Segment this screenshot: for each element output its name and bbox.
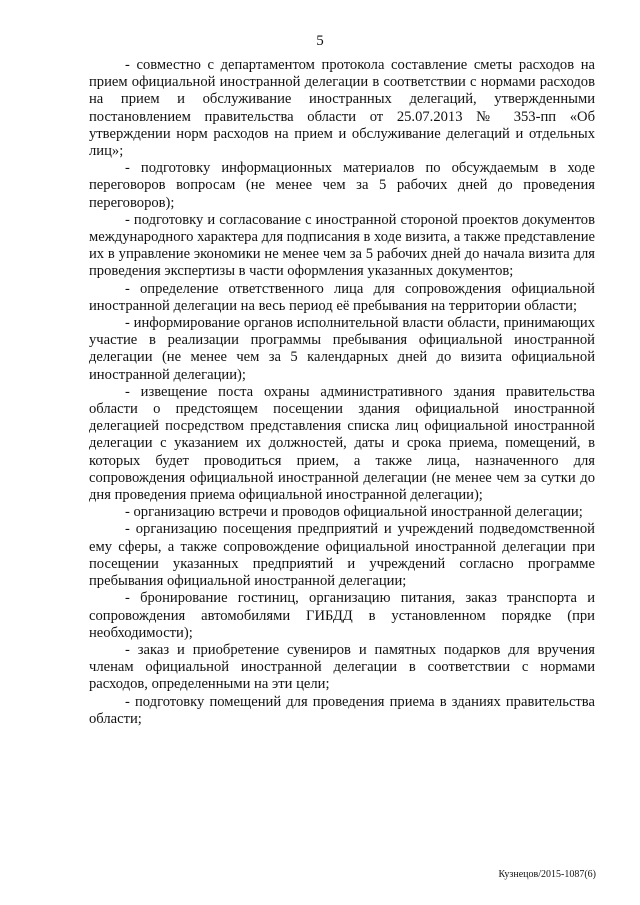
paragraph-smeta: - совместно с департаментом протокола составление сметы расходов на прием официальной иностранной делегации в соответствии с нормами расходов на прием и обслуживание иностранных делегаций, утвержденными постановлением правительства области от 25.07.2013 № 353-пп «Об утверждении норм расходов на прием и обслуживание делегаций и отдельных лиц»; — [89, 57, 595, 160]
paragraph-info-materials: - подготовку информационных материалов по обсуждаемым в ходе переговоров вопросам (не менее чем за 5 рабочих дней до проведения переговоров); — [89, 160, 595, 211]
paragraph-security-notice: - извещение поста охраны административного здания правительства области о предстоящем посещении здания официальной иностранной делегацией посредством представления списка лиц официальной иностранной делегации с указанием их должностей, даты и срока приема, помещений, в которых будет проводиться прием, а также лица, назначенного для сопровождения официальной иностранной делегации (не менее чем за сутки до дня проведения приема официальной иностранной делегации); — [89, 383, 595, 504]
footer-code: Кузнецов/2015-1087(6) — [498, 869, 596, 880]
paragraph-informing: - информирование органов исполнительной власти области, принимающих участие в реализации программы пребывания официальной иностранной делегации (не менее чем за 5 календарных дней до визита официальной иностранной делегации); — [89, 315, 595, 383]
paragraph-premises: - подготовку помещений для проведения приема в зданиях правительства области; — [89, 693, 595, 727]
document-body — [89, 57, 595, 728]
paragraph-visits: - организацию посещения предприятий и учреждений подведомственной ему сферы, а также сопровождение официальной иностранной делегации при посещении указанных предприятий и учреждений согласно программе пребывания официальной иностранной делегации; — [89, 521, 595, 590]
paragraph-responsible-person: - определение ответственного лица для сопровождения официальной иностранной делегации на весь период её пребывания на территории области; — [89, 280, 595, 314]
paragraph-meeting: - организацию встречи и проводов официальной иностранной делегации; — [125, 504, 583, 521]
paragraph-souvenirs: - заказ и приобретение сувениров и памятных подарков для вручения членам официальной иностранной делегации в соответствии с нормами расходов, определенными на эти цели; — [89, 641, 595, 693]
paragraph-booking: - бронирование гостиниц, организацию питания, заказ транспорта и сопровождения автомобилями ГИБДД в установленном порядке (при необходимости); — [89, 590, 595, 641]
paragraph-documents: - подготовку и согласование с иностранной стороной проектов документов международного характера для подписания в ходе визита, а также представление их в управление экономики не менее чем за 5 рабочих дней до начала визита для проведения экспертизы в части оформления указанных документов; — [89, 211, 595, 280]
page-number: 5 — [316, 33, 324, 49]
